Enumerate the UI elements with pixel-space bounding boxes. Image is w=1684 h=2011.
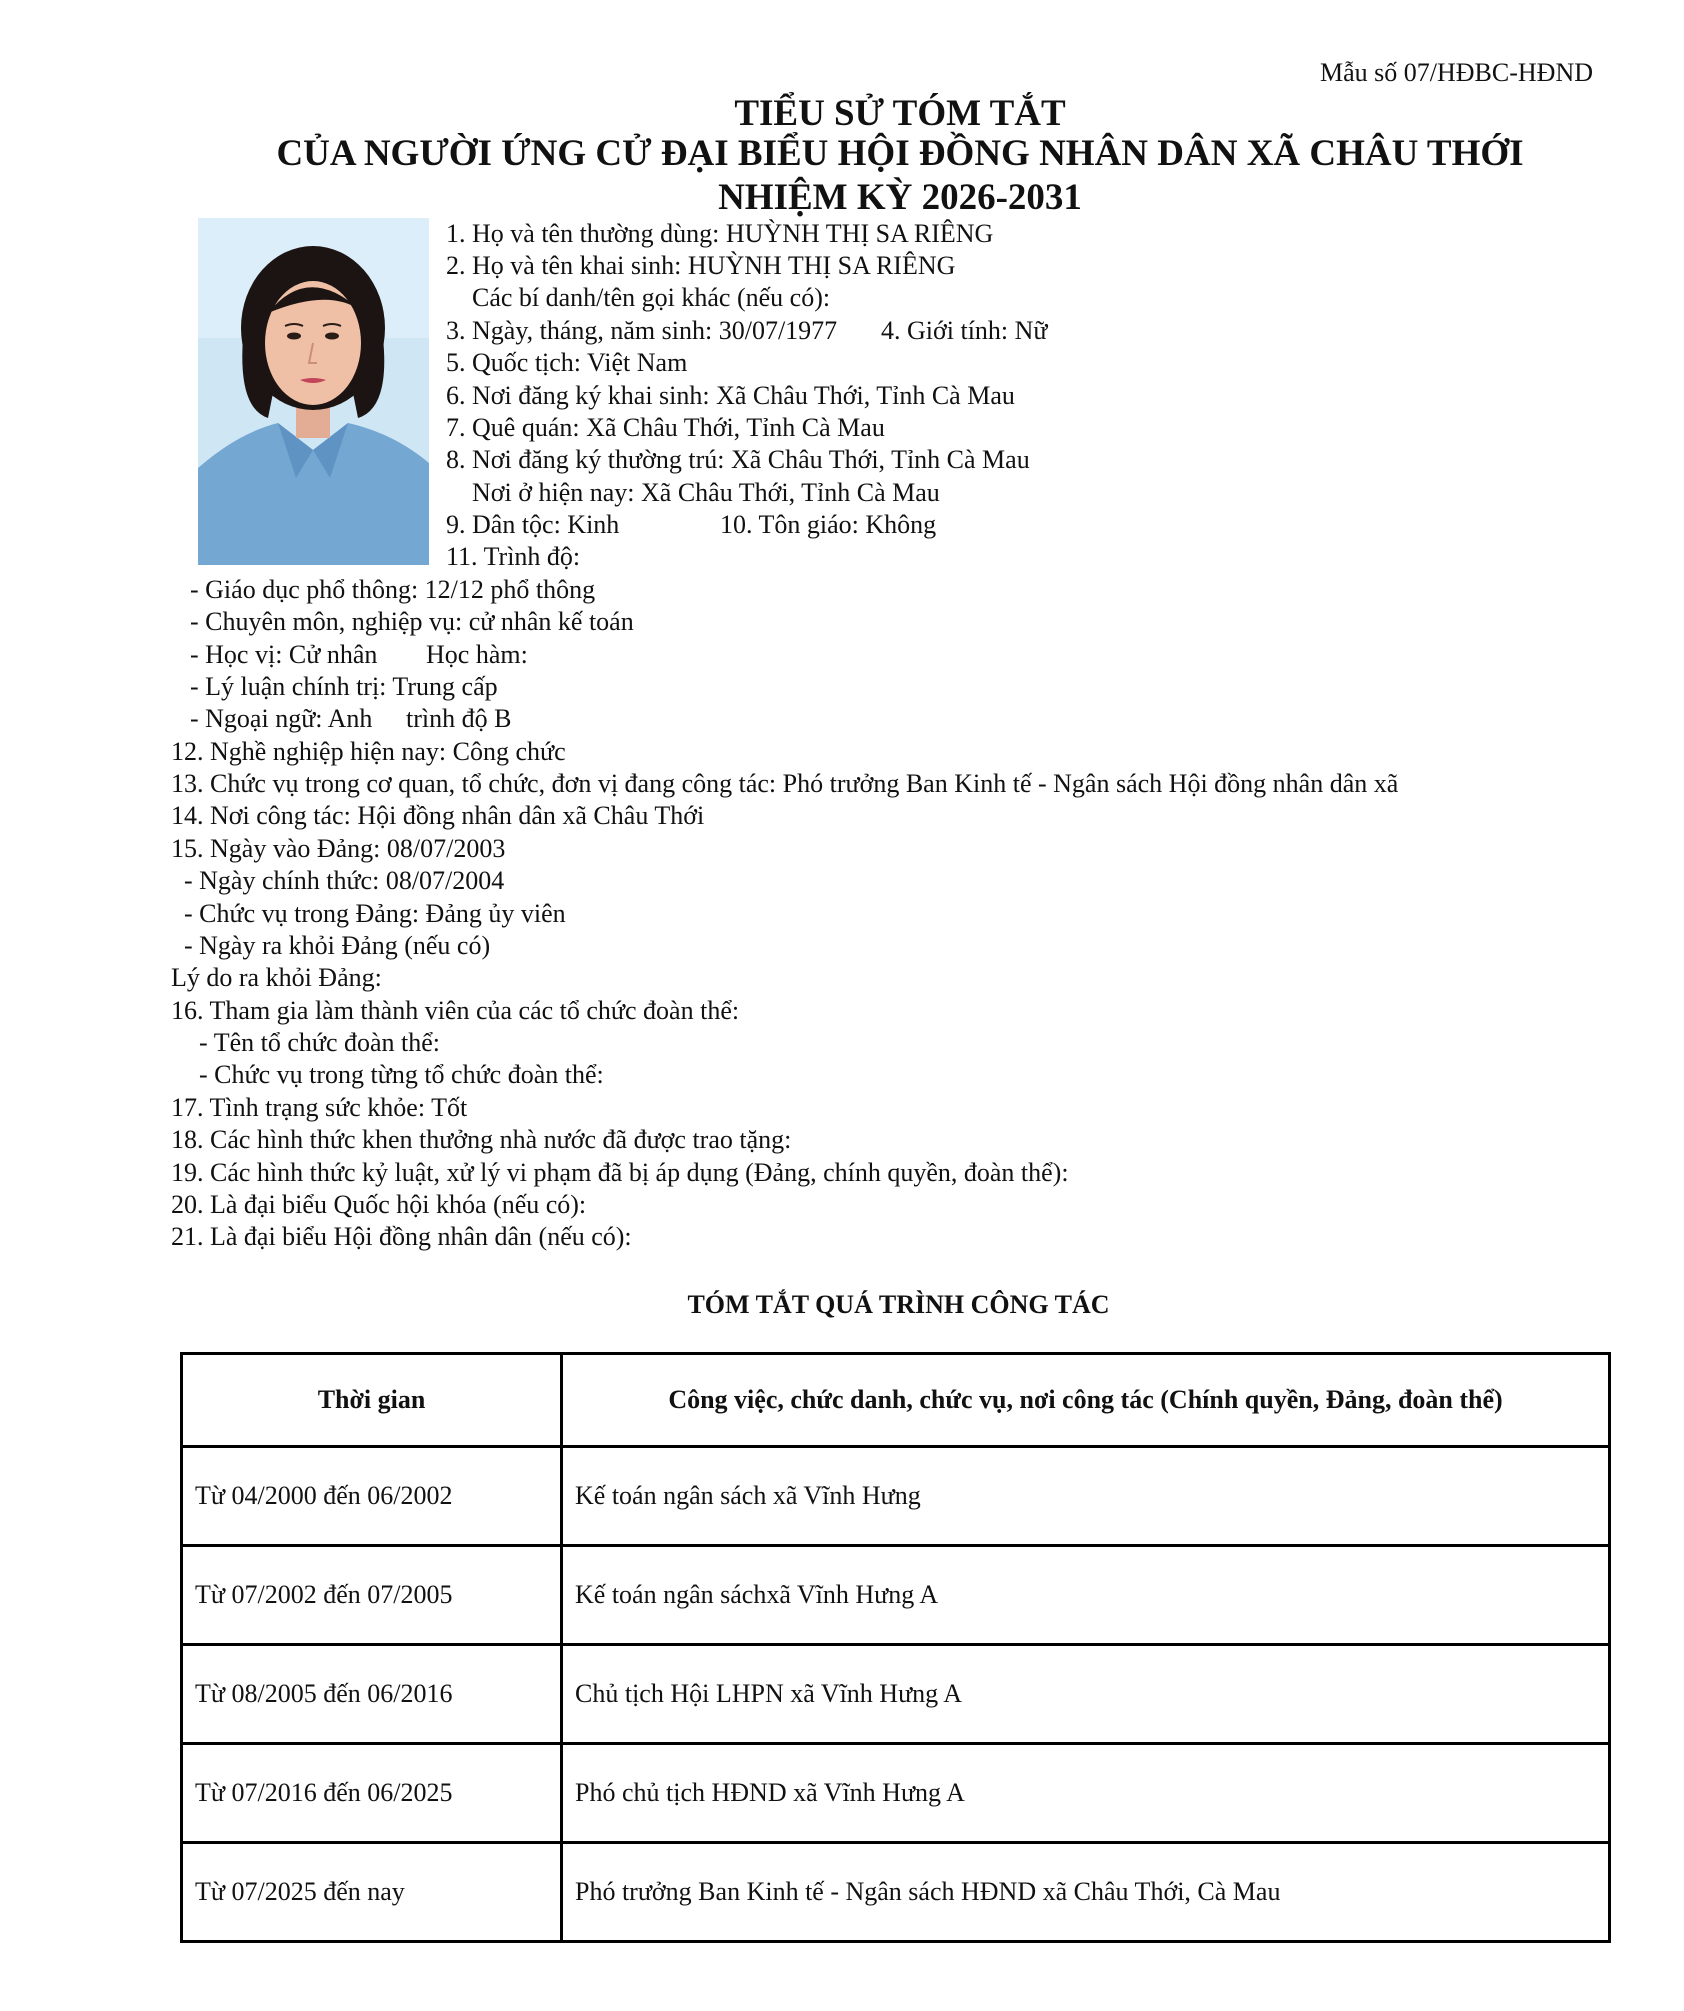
awards: 18. Các hình thức khen thưởng nhà nước đã được trao tặng: (171, 1125, 792, 1154)
form-code: Mẫu số 07/HĐBC-HĐND (1320, 58, 1593, 87)
document-subtitle: CỦA NGƯỜI ỨNG CỬ ĐẠI BIỂU HỘI ĐỒNG NHÂN DÂN XÃ CHÂU THỚI (276, 133, 1524, 174)
specialization: - Chuyên môn, nghiệp vụ: cử nhân kế toán (190, 607, 634, 636)
period-cell: Từ 07/2002 đến 07/2005 (182, 1546, 562, 1645)
period-cell: Từ 07/2025 đến nay (182, 1843, 562, 1942)
portrait-illustration (198, 218, 429, 565)
workplace: 14. Nơi công tác: Hội đồng nhân dân xã Châu Thới (171, 801, 705, 830)
table-row (182, 1645, 1610, 1744)
organization-position: - Chức vụ trong từng tổ chức đoàn thể: (199, 1060, 604, 1089)
table-header-row (182, 1354, 1610, 1447)
career-section-title: TÓM TẮT QUÁ TRÌNH CÔNG TÁC (687, 1290, 1110, 1319)
peoples-council-delegate: 21. Là đại biểu Hội đồng nhân dân (nếu có): (171, 1222, 632, 1251)
term-title: NHIỆM KỲ 2026-2031 (718, 177, 1082, 218)
disciplinary-actions: 19. Các hình thức kỷ luật, xử lý vi phạm đã bị áp dụng (Đảng, chính quyền, đoàn thể): (171, 1158, 1069, 1187)
date-of-birth: 3. Ngày, tháng, năm sinh: 30/07/1977 (446, 316, 838, 345)
foreign-language: - Ngoại ngữ: Anh (190, 704, 373, 733)
table-row (182, 1447, 1610, 1546)
national-assembly-delegate: 20. Là đại biểu Quốc hội khóa (nếu có): (171, 1190, 587, 1219)
general-education: - Giáo dục phổ thông: 12/12 phổ thông (190, 575, 596, 604)
period-cell: Từ 08/2005 đến 06/2016 (182, 1645, 562, 1744)
party-leave-date: - Ngày ra khỏi Đảng (nếu có) (184, 931, 491, 960)
organization-membership: 16. Tham gia làm thành viên của các tổ chức đoàn thể: (171, 996, 740, 1025)
career-table (180, 1352, 1611, 1943)
column-header-duties: Công việc, chức danh, chức vụ, nơi công tác (Chính quyền, Đảng, đoàn thể) (562, 1354, 1610, 1447)
organization-name: - Tên tổ chức đoàn thể: (199, 1028, 441, 1057)
birth-name: 2. Họ và tên khai sinh: HUỲNH THỊ SA RIÊNG (446, 251, 956, 280)
party-position: - Chức vụ trong Đảng: Đảng ủy viên (184, 899, 566, 928)
party-join-date: 15. Ngày vào Đảng: 08/07/2003 (171, 834, 506, 863)
academic-title: Học hàm: (426, 640, 528, 669)
table-row (182, 1843, 1610, 1942)
ethnicity: 9. Dân tộc: Kinh (446, 510, 620, 539)
duty-cell: Kế toán ngân sách xã Vĩnh Hưng (562, 1447, 1610, 1546)
birth-registration-place: 6. Nơi đăng ký khai sinh: Xã Châu Thới, Tỉnh Cà Mau (446, 381, 1015, 410)
portrait-photo (198, 218, 429, 565)
usual-name: 1. Họ và tên thường dùng: HUỲNH THỊ SA RIÊNG (446, 219, 994, 248)
nationality: 5. Quốc tịch: Việt Nam (446, 348, 688, 377)
duty-cell: Phó chủ tịch HĐND xã Vĩnh Hưng A (562, 1744, 1610, 1843)
duty-cell: Phó trưởng Ban Kinh tế - Ngân sách HĐND xã Châu Thới, Cà Mau (562, 1843, 1610, 1942)
academic-degree: - Học vị: Cử nhân (190, 640, 378, 669)
religion: 10. Tôn giáo: Không (720, 510, 937, 539)
political-theory: - Lý luận chính trị: Trung cấp (190, 672, 498, 701)
current-position: 13. Chức vụ trong cơ quan, tổ chức, đơn vị đang công tác: Phó trưởng Ban Kinh tế - Ngân sách Hội đồng nhân dân xã (171, 769, 1399, 798)
column-header-time: Thời gian (182, 1354, 562, 1447)
health-status: 17. Tình trạng sức khỏe: Tốt (171, 1093, 468, 1122)
duty-cell: Kế toán ngân sáchxã Vĩnh Hưng A (562, 1546, 1610, 1645)
table-row (182, 1546, 1610, 1645)
aliases: Các bí danh/tên gọi khác (nếu có): (472, 283, 831, 312)
hometown: 7. Quê quán: Xã Châu Thới, Tỉnh Cà Mau (446, 413, 885, 442)
education-heading: 11. Trình độ: (446, 542, 581, 571)
language-level: trình độ B (406, 704, 512, 733)
party-official-date: - Ngày chính thức: 08/07/2004 (184, 866, 505, 895)
current-residence: Nơi ở hiện nay: Xã Châu Thới, Tỉnh Cà Mau (472, 478, 940, 507)
period-cell: Từ 07/2016 đến 06/2025 (182, 1744, 562, 1843)
permanent-residence: 8. Nơi đăng ký thường trú: Xã Châu Thới, Tỉnh Cà Mau (446, 445, 1030, 474)
period-cell: Từ 04/2000 đến 06/2002 (182, 1447, 562, 1546)
party-leave-reason: Lý do ra khỏi Đảng: (171, 963, 382, 992)
duty-cell: Chủ tịch Hội LHPN xã Vĩnh Hưng A (562, 1645, 1610, 1744)
gender: 4. Giới tính: Nữ (881, 316, 1048, 345)
table-row (182, 1744, 1610, 1843)
occupation: 12. Nghề nghiệp hiện nay: Công chức (171, 737, 566, 766)
document-title: TIỂU SỬ TÓM TẮT (734, 93, 1066, 134)
